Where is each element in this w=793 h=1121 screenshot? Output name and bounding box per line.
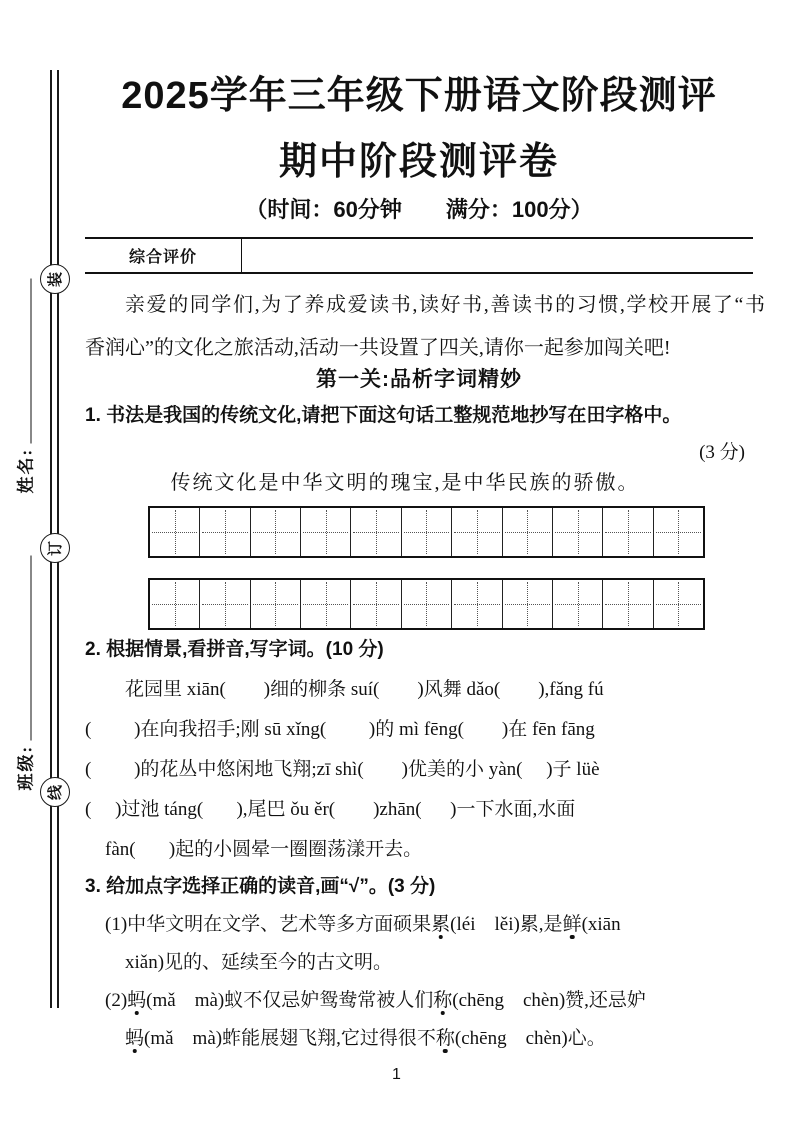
tianzige-cell[interactable] xyxy=(199,508,249,556)
tianzige-cell[interactable] xyxy=(401,508,451,556)
question-2 xyxy=(85,630,775,870)
binding-char-label: 装 xyxy=(48,271,65,287)
question-2-line-5: fàn( )起的小圆晕一圈圈荡漾开去。 xyxy=(105,839,423,860)
question-3-item-2-line-2 xyxy=(125,1020,775,1058)
page-number: 1 xyxy=(392,1066,401,1083)
tianzige-cell[interactable] xyxy=(502,508,552,556)
student-class-field xyxy=(12,556,36,791)
section-1-heading: 第一关:品析字词精妙 xyxy=(316,368,522,391)
text-segment: (1)中华文明在文学、艺术等多方面硕果 xyxy=(105,914,432,935)
question-3 xyxy=(85,868,775,1058)
name-blank[interactable] xyxy=(12,279,32,444)
tianzige-cell[interactable] xyxy=(653,580,703,628)
tianzige-row-1 xyxy=(148,506,705,558)
question-3-item-2-line-1 xyxy=(105,982,775,1020)
question-2-line-2: ( )在向我招手;刚 sū xǐng( )的 mì fēng( )在 fēn fāng xyxy=(85,719,595,740)
tianzige-cell[interactable] xyxy=(602,580,652,628)
tianzige-cell[interactable] xyxy=(300,508,350,556)
dotted-char: 累 xyxy=(431,914,451,935)
text-segment: (chēng chèn)赞,还忌妒 xyxy=(452,990,646,1011)
dotted-char: 蚂 xyxy=(127,990,147,1011)
text-segment: (mǎ mà)蚁不仅忌妒鸳鸯常被人们 xyxy=(146,990,434,1011)
tianzige-cell[interactable] xyxy=(451,508,501,556)
tianzige-cell[interactable] xyxy=(250,580,300,628)
name-label: 姓名: xyxy=(16,447,35,494)
question-3-item-1-line-2: xiǎn)见的、延续至今的古文明。 xyxy=(125,952,393,973)
question-3-item-1-line-1 xyxy=(105,906,775,944)
tianzige-cell[interactable] xyxy=(300,580,350,628)
binding-char-ding xyxy=(40,533,70,563)
class-label: 班级: xyxy=(16,744,35,791)
tianzige-cell[interactable] xyxy=(350,508,400,556)
tianzige-cell[interactable] xyxy=(552,580,602,628)
tianzige-cell[interactable] xyxy=(451,580,501,628)
dotted-char: 蚂 xyxy=(125,1028,145,1049)
question-3-stem: 3. 给加点字选择正确的读音,画“√”。(3 分) xyxy=(85,876,436,897)
paper-subtitle: 期中阶段测评卷 xyxy=(278,141,559,183)
copy-sentence: 传统文化是中华文明的瑰宝,是中华民族的骄傲。 xyxy=(170,472,640,494)
tianzige-cell[interactable] xyxy=(552,508,602,556)
intro-line: 亲爱的同学们,为了养成爱读书,读好书,善读书的习惯,学校开展了“书 xyxy=(125,294,765,316)
question-2-line-4: ( )过池 táng( ),尾巴 ǒu ěr( )zhān( )一下水面,水面 xyxy=(85,799,576,820)
time-score-info: （时间：60分钟 满分：100分） xyxy=(245,197,593,222)
text-segment: (2) xyxy=(105,990,128,1011)
tianzige-cell[interactable] xyxy=(401,580,451,628)
text-segment: (chēng chèn)心。 xyxy=(454,1028,606,1049)
intro-line: 香润心”的文化之旅活动,活动一共设置了四关,请你一起参加闯关吧! xyxy=(85,337,671,359)
student-name-field xyxy=(12,279,36,494)
tianzige-row-2 xyxy=(148,578,705,630)
text-segment: (xiān xyxy=(581,914,621,935)
question-2-stem: 2. 根据情景,看拼音,写字词。(10 分) xyxy=(85,639,384,660)
tianzige-cell[interactable] xyxy=(502,580,552,628)
intro-paragraph xyxy=(85,284,765,370)
dotted-char: 鲜 xyxy=(562,914,582,935)
binding-char-label: 订 xyxy=(48,540,65,556)
tianzige-cell[interactable] xyxy=(602,508,652,556)
evaluation-score-area[interactable] xyxy=(242,239,753,272)
paper-title: 2025学年三年级下册语文阶段测评 xyxy=(121,75,717,117)
binding-char-zhuang xyxy=(40,264,70,294)
evaluation-label: 综合评价 xyxy=(85,239,242,272)
tianzige-cell[interactable] xyxy=(150,580,199,628)
tianzige-cell[interactable] xyxy=(250,508,300,556)
tianzige-cell[interactable] xyxy=(199,580,249,628)
question-2-line-3: ( )的花丛中悠闲地飞翔;zī shì( )优美的小 yàn( )子 lüè xyxy=(85,759,600,780)
dotted-char: 称 xyxy=(435,1028,455,1049)
evaluation-strip xyxy=(85,237,753,274)
dotted-char: 称 xyxy=(433,990,453,1011)
class-blank[interactable] xyxy=(12,556,32,741)
question-2-line-1: 花园里 xiān( )细的柳条 suí( )风舞 dǎo( ),fǎng fú xyxy=(125,679,604,700)
question-1-score: (3 分) xyxy=(699,442,745,463)
text-segment: (léi lěi)累,是 xyxy=(450,914,563,935)
tianzige-cell[interactable] xyxy=(150,508,199,556)
binding-char-xian xyxy=(40,777,70,807)
tianzige-cell[interactable] xyxy=(350,580,400,628)
text-segment: (mǎ mà)蚱能展翅飞翔,它过得很不 xyxy=(144,1028,436,1049)
question-1-stem: 1. 书法是我国的传统文化,请把下面这句话工整规范地抄写在田字格中。 xyxy=(85,405,682,426)
tianzige-cell[interactable] xyxy=(653,508,703,556)
binding-char-label: 线 xyxy=(48,784,65,800)
